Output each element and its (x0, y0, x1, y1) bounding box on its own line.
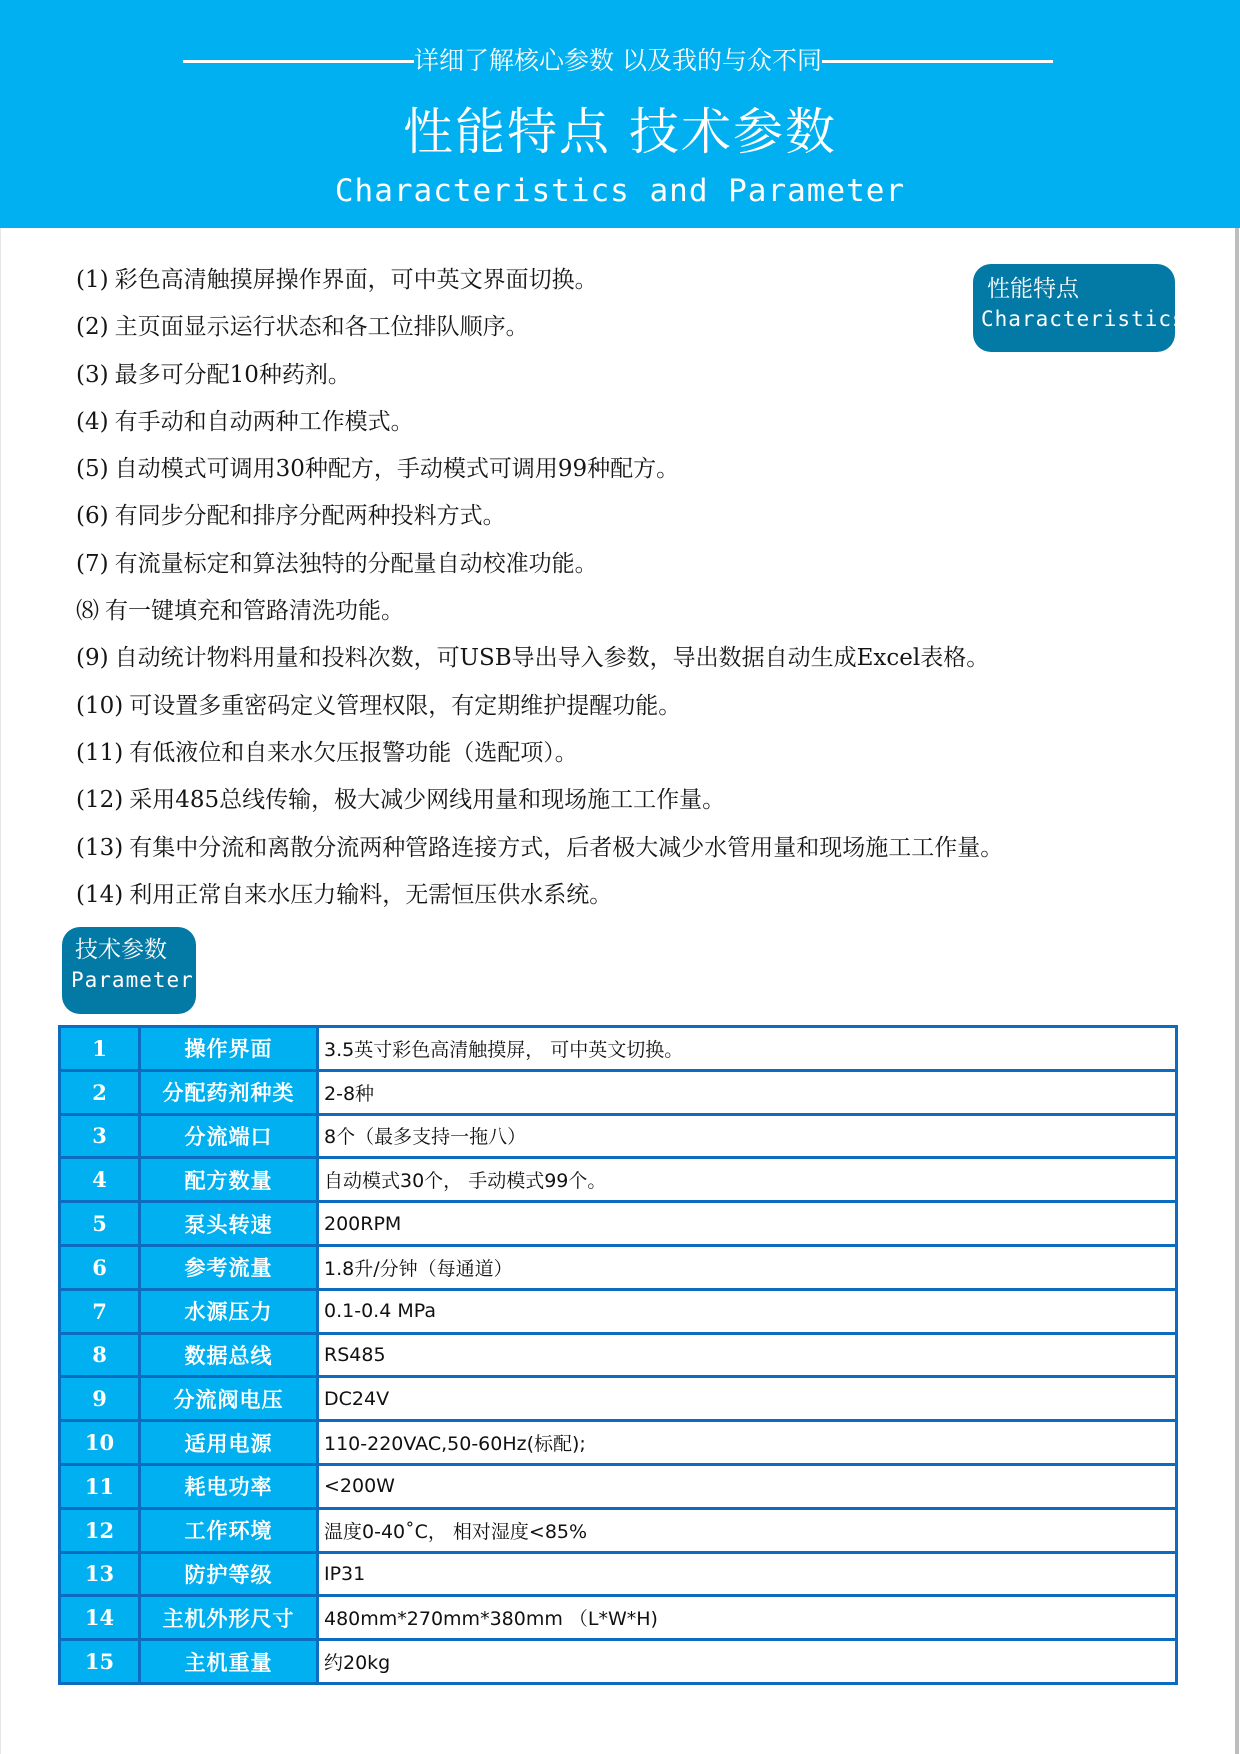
divider-left (183, 60, 414, 63)
row-index: 13 (60, 1552, 140, 1596)
feature-text: 有集中分流和离散分流两种管路连接方式，后者极大减少水管用量和现场施工工作量。 (129, 834, 1004, 861)
table-row (60, 1421, 1177, 1465)
row-index: 4 (60, 1158, 140, 1202)
param-value: 480mm*270mm*380mm （L*W*H) (318, 1596, 1177, 1640)
param-value: 约20kg (318, 1640, 1177, 1684)
row-index: 5 (60, 1202, 140, 1246)
features-list (76, 257, 1236, 919)
param-name: 主机外形尺寸 (140, 1596, 318, 1640)
param-name: 主机重量 (140, 1640, 318, 1684)
table-row (60, 1027, 1177, 1071)
feature-item (76, 588, 1236, 635)
param-name: 耗电功率 (140, 1464, 318, 1508)
param-name: 工作环境 (140, 1508, 318, 1552)
param-value: 2-8种 (318, 1070, 1177, 1114)
feature-item (76, 541, 1236, 588)
feature-item (76, 304, 1236, 351)
feature-text: 彩色高清触摸屏操作界面，可中英文界面切换。 (114, 267, 598, 293)
row-index: 9 (60, 1377, 140, 1421)
table-row (60, 1596, 1177, 1640)
feature-number: (9) (76, 645, 109, 672)
feature-item (76, 493, 1236, 540)
row-index: 2 (60, 1070, 140, 1114)
table-row (60, 1070, 1177, 1114)
feature-number: (2) (76, 314, 109, 341)
feature-number: (14) (76, 881, 124, 908)
features-badge-cn: 性能特点 (987, 276, 1079, 302)
page-header (0, 0, 1240, 228)
table-row (60, 1640, 1177, 1684)
param-name: 适用电源 (140, 1421, 318, 1465)
param-name: 操作界面 (140, 1027, 318, 1071)
feature-text: 有一键填充和管路清洗功能。 (105, 598, 404, 625)
divider-right (822, 60, 1053, 63)
param-name: 分配药剂种类 (140, 1070, 318, 1114)
params-badge-cn: 技术参数 (75, 937, 167, 963)
param-value: 110-220VAC,50-60Hz(标配); (318, 1421, 1177, 1465)
feature-number: (7) (76, 550, 109, 577)
row-index: 11 (60, 1464, 140, 1508)
param-value: IP31 (318, 1552, 1177, 1596)
feature-text: 采用485总线传输，极大减少网线用量和现场施工工作量。 (129, 787, 726, 814)
page-subtitle: Characteristics and Parameter (334, 173, 906, 209)
feature-number: (10) (76, 692, 124, 719)
feature-number: (12) (76, 787, 124, 814)
param-value: 0.1-0.4 MPa (318, 1289, 1177, 1333)
feature-text: 最多可分配10种药剂。 (114, 361, 351, 388)
table-row (60, 1245, 1177, 1289)
feature-item (76, 683, 1236, 730)
param-value: RS485 (318, 1333, 1177, 1377)
param-name: 水源压力 (140, 1289, 318, 1333)
row-index: 15 (60, 1640, 140, 1684)
feature-number: (5) (76, 456, 109, 483)
feature-number: (6) (76, 503, 109, 530)
feature-item (76, 257, 1236, 304)
row-index: 12 (60, 1508, 140, 1552)
row-index: 3 (60, 1114, 140, 1158)
table-row (60, 1333, 1177, 1377)
feature-number: (13) (76, 834, 124, 861)
param-value: 自动模式30个， 手动模式99个。 (318, 1158, 1177, 1202)
param-value: <200W (318, 1464, 1177, 1508)
table-row (60, 1158, 1177, 1202)
table-row (60, 1289, 1177, 1333)
feature-item (76, 446, 1236, 493)
row-index: 6 (60, 1245, 140, 1289)
feature-text: 自动统计物料用量和投料次数，可USB导出导入参数，导出数据自动生成Excel表格。 (114, 645, 990, 672)
param-value: DC24V (318, 1377, 1177, 1421)
feature-text: 有低液位和自来水欠压报警功能（选配项）。 (129, 739, 578, 766)
param-name: 防护等级 (140, 1552, 318, 1596)
feature-number: (4) (76, 408, 109, 435)
params-badge (62, 927, 196, 1014)
feature-number: (3) (76, 361, 109, 388)
tagline: 详细了解核心参数 以及我的与众不同 (414, 46, 822, 75)
table-row (60, 1464, 1177, 1508)
feature-text: 自动模式可调用30种配方，手动模式可调用99种配方。 (114, 456, 680, 483)
feature-text: 主页面显示运行状态和各工位排队顺序。 (114, 314, 529, 341)
param-value: 3.5英寸彩色高清触摸屏， 可中英文切换。 (318, 1027, 1177, 1071)
feature-item (76, 635, 1236, 682)
feature-text: 有同步分配和排序分配两种投料方式。 (114, 503, 506, 530)
feature-text: 可设置多重密码定义管理权限，有定期维护提醒功能。 (129, 692, 682, 719)
row-index: 1 (60, 1027, 140, 1071)
tagline-row (183, 44, 1053, 78)
row-index: 10 (60, 1421, 140, 1465)
table-row (60, 1114, 1177, 1158)
param-name: 分流端口 (140, 1114, 318, 1158)
param-name: 泵头转速 (140, 1202, 318, 1246)
feature-item (76, 872, 1236, 919)
row-index: 8 (60, 1333, 140, 1377)
parameter-table (58, 1025, 1178, 1685)
param-name: 数据总线 (140, 1333, 318, 1377)
param-name: 参考流量 (140, 1245, 318, 1289)
feature-item (76, 399, 1236, 446)
param-name: 配方数量 (140, 1158, 318, 1202)
feature-number: ⑻ (76, 598, 99, 625)
params-badge-en: Parameter (71, 968, 194, 992)
page-edge-left (0, 228, 1, 1754)
param-value: 8个（最多支持一拖八） (318, 1114, 1177, 1158)
feature-text: 有流量标定和算法独特的分配量自动校准功能。 (114, 550, 598, 577)
feature-number: (11) (76, 739, 124, 766)
table-row (60, 1508, 1177, 1552)
param-name: 分流阀电压 (140, 1377, 318, 1421)
row-index: 7 (60, 1289, 140, 1333)
row-index: 14 (60, 1596, 140, 1640)
param-value: 1.8升/分钟（每通道） (318, 1245, 1177, 1289)
table-row (60, 1552, 1177, 1596)
feature-text: 有手动和自动两种工作模式。 (114, 408, 414, 435)
feature-number: (1) (76, 267, 109, 293)
param-value: 温度0-40˚C， 相对湿度<85% (318, 1508, 1177, 1552)
feature-item (76, 352, 1236, 399)
table-row (60, 1202, 1177, 1246)
feature-text: 利用正常自来水压力输料，无需恒压供水系统。 (129, 881, 613, 908)
page-title: 性能特点 技术参数 (403, 103, 837, 161)
feature-item (76, 730, 1236, 777)
features-badge-en: Characteristics (981, 307, 1186, 331)
param-value: 200RPM (318, 1202, 1177, 1246)
feature-item (76, 825, 1236, 872)
feature-item (76, 777, 1236, 824)
table-row (60, 1377, 1177, 1421)
